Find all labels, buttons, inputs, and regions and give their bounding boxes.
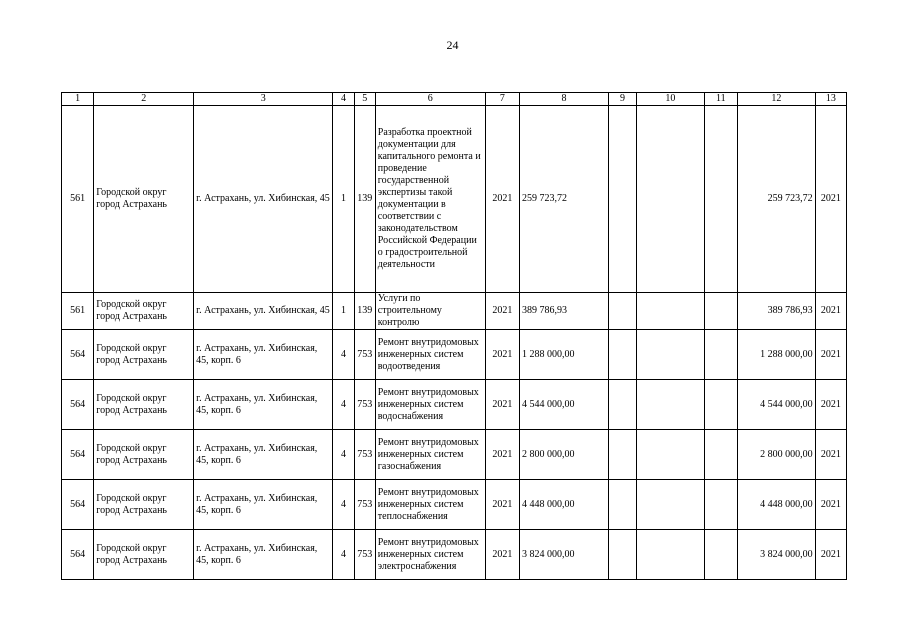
year: 2021: [485, 106, 519, 293]
completion-year: 2021: [815, 330, 846, 380]
code-4: 1: [333, 106, 354, 293]
cell-10: [637, 530, 705, 580]
table-row: [62, 430, 847, 480]
cell-9: [608, 293, 636, 330]
address: г. Астрахань, ул. Хибинская, 45, корп. 6: [194, 530, 333, 580]
column-header: 8: [520, 93, 609, 106]
row-number: 564: [62, 530, 94, 580]
municipality: Городской округ город Астрахань: [94, 530, 194, 580]
fund-cost: 259 723,72: [737, 106, 815, 293]
cell-9: [608, 530, 636, 580]
cell-10: [637, 480, 705, 530]
row-number: 564: [62, 480, 94, 530]
code-4: 4: [333, 430, 354, 480]
work-description: Ремонт внутридомовых инженерных систем водоотведения: [375, 330, 485, 380]
address: г. Астрахань, ул. Хибинская, 45: [194, 106, 333, 293]
column-header: 11: [704, 93, 737, 106]
total-cost: 4 448 000,00: [520, 480, 609, 530]
code-5: 139: [354, 106, 375, 293]
work-description: Разработка проектной документации для капитального ремонта и проведение государственной экспертизы такой документации в соответствии с законодательством Российской Федерации о градостроительной деятельности: [375, 106, 485, 293]
column-header: 3: [194, 93, 333, 106]
row-number: 561: [62, 106, 94, 293]
column-header: 6: [375, 93, 485, 106]
code-5: 753: [354, 380, 375, 430]
code-5: 753: [354, 480, 375, 530]
municipality: Городской округ город Астрахань: [94, 330, 194, 380]
work-description: Ремонт внутридомовых инженерных систем водоснабжения: [375, 380, 485, 430]
work-description: Ремонт внутридомовых инженерных систем газоснабжения: [375, 430, 485, 480]
completion-year: 2021: [815, 380, 846, 430]
municipality: Городской округ город Астрахань: [94, 380, 194, 430]
address: г. Астрахань, ул. Хибинская, 45, корп. 6: [194, 380, 333, 430]
completion-year: 2021: [815, 293, 846, 330]
cell-10: [637, 430, 705, 480]
completion-year: 2021: [815, 430, 846, 480]
completion-year: 2021: [815, 106, 846, 293]
completion-year: 2021: [815, 480, 846, 530]
completion-year: 2021: [815, 530, 846, 580]
year: 2021: [485, 293, 519, 330]
fund-cost: 389 786,93: [737, 293, 815, 330]
total-cost: 3 824 000,00: [520, 530, 609, 580]
code-4: 4: [333, 380, 354, 430]
code-4: 4: [333, 480, 354, 530]
total-cost: 4 544 000,00: [520, 380, 609, 430]
fund-cost: 4 544 000,00: [737, 380, 815, 430]
fund-cost: 2 800 000,00: [737, 430, 815, 480]
municipality: Городской округ город Астрахань: [94, 293, 194, 330]
table-row: [62, 480, 847, 530]
fund-cost: 4 448 000,00: [737, 480, 815, 530]
address: г. Астрахань, ул. Хибинская, 45, корп. 6: [194, 480, 333, 530]
row-number: 564: [62, 430, 94, 480]
column-header: 5: [354, 93, 375, 106]
work-description: Ремонт внутридомовых инженерных систем теплоснабжения: [375, 480, 485, 530]
code-5: 139: [354, 293, 375, 330]
cell-10: [637, 330, 705, 380]
municipality: Городской округ город Астрахань: [94, 430, 194, 480]
column-header: 7: [485, 93, 519, 106]
code-4: 1: [333, 293, 354, 330]
code-5: 753: [354, 530, 375, 580]
fund-cost: 3 824 000,00: [737, 530, 815, 580]
row-number: 564: [62, 380, 94, 430]
column-header: 1: [62, 93, 94, 106]
cell-11: [704, 430, 737, 480]
work-description: Ремонт внутридомовых инженерных систем электроснабжения: [375, 530, 485, 580]
cell-11: [704, 380, 737, 430]
table-row: [62, 106, 847, 293]
cell-11: [704, 480, 737, 530]
table-row: [62, 293, 847, 330]
column-header: 9: [608, 93, 636, 106]
address: г. Астрахань, ул. Хибинская, 45, корп. 6: [194, 430, 333, 480]
column-header: 4: [333, 93, 354, 106]
cell-10: [637, 293, 705, 330]
total-cost: 2 800 000,00: [520, 430, 609, 480]
year: 2021: [485, 330, 519, 380]
address: г. Астрахань, ул. Хибинская, 45: [194, 293, 333, 330]
table-row: [62, 330, 847, 380]
cell-9: [608, 330, 636, 380]
address: г. Астрахань, ул. Хибинская, 45, корп. 6: [194, 330, 333, 380]
page-number: 24: [446, 38, 459, 52]
cell-11: [704, 530, 737, 580]
cell-11: [704, 293, 737, 330]
year: 2021: [485, 430, 519, 480]
row-number: 564: [62, 330, 94, 380]
column-header: 10: [637, 93, 705, 106]
cell-9: [608, 106, 636, 293]
year: 2021: [485, 380, 519, 430]
cell-10: [637, 106, 705, 293]
column-header: 13: [815, 93, 846, 106]
table-row: [62, 380, 847, 430]
total-cost: 389 786,93: [520, 293, 609, 330]
fund-cost: 1 288 000,00: [737, 330, 815, 380]
code-5: 753: [354, 430, 375, 480]
code-5: 753: [354, 330, 375, 380]
cell-9: [608, 480, 636, 530]
work-description: Услуги по строительному контролю: [375, 293, 485, 330]
column-number-row: [62, 93, 847, 106]
municipality: Городской округ город Астрахань: [94, 106, 194, 293]
cell-9: [608, 380, 636, 430]
cell-10: [637, 380, 705, 430]
code-4: 4: [333, 530, 354, 580]
code-4: 4: [333, 330, 354, 380]
year: 2021: [485, 480, 519, 530]
table-row: [62, 530, 847, 580]
municipality: Городской округ город Астрахань: [94, 480, 194, 530]
row-number: 561: [62, 293, 94, 330]
cell-9: [608, 430, 636, 480]
total-cost: 1 288 000,00: [520, 330, 609, 380]
year: 2021: [485, 530, 519, 580]
cell-11: [704, 106, 737, 293]
column-header: 12: [737, 93, 815, 106]
capital-repair-table: [61, 92, 847, 580]
cell-11: [704, 330, 737, 380]
column-header: 2: [94, 93, 194, 106]
total-cost: 259 723,72: [520, 106, 609, 293]
